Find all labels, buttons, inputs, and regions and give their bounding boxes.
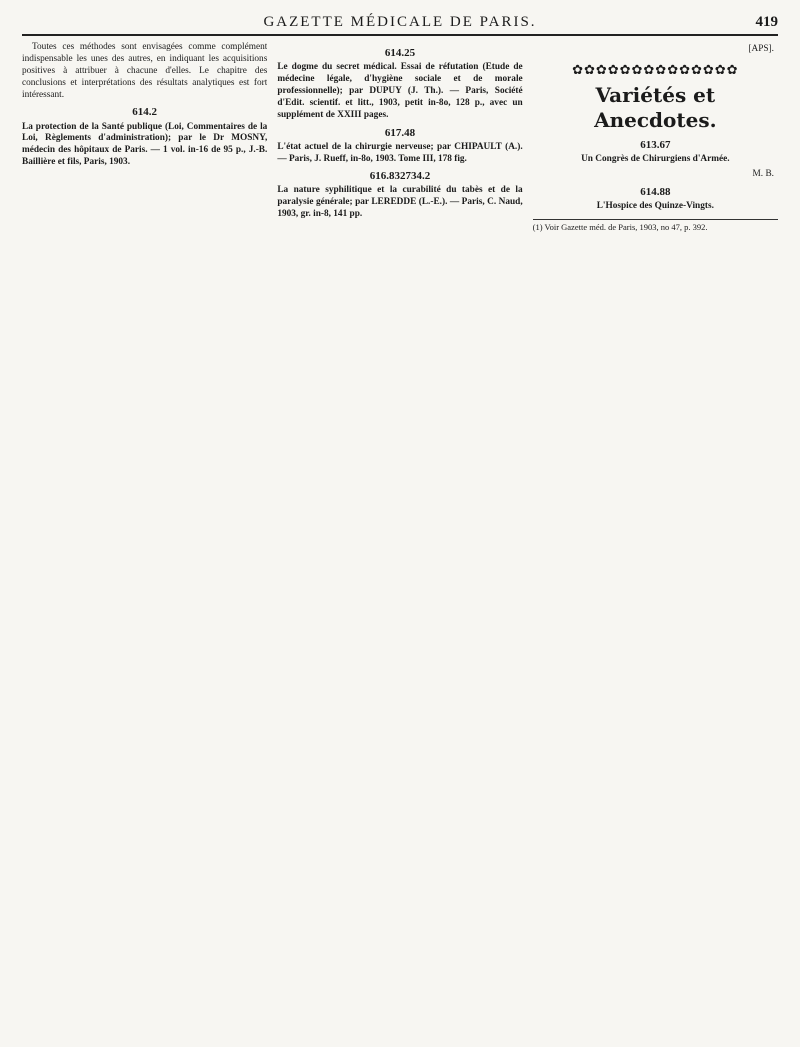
article-number: 616.832734.2 (369, 170, 431, 183)
article-title: Un Congrès de Chirurgiens d'Armée. (581, 153, 730, 164)
page-number: 419 (755, 14, 778, 30)
signature: M. B. (752, 168, 774, 179)
article-title: La nature syphilitique et la curabilité du tabès et de la paralysie générale; par LEREDDE (L.-E.). — Paris, C. Naud, 1903, gr. in-8, 141 pp. (277, 185, 523, 220)
ornament-rule: ✿✿✿✿✿✿✿✿✿✿✿✿✿✿ (572, 61, 739, 77)
column-1 (22, 42, 267, 1042)
paragraph: Toutes ces méthodes sont envisagées comme complément indispensable les unes des autres, en indiquant les acquisitions positives à attribuer à chacune d'elles. Le chapitre des conclusions et interprétations des résultats analytiques est fort intéressant. (22, 42, 268, 100)
article-title: L'Hospice des Quinze-Vingts. (596, 200, 714, 211)
journal-title: GAZETTE MÉDICALE DE PARIS. (263, 14, 537, 30)
article-title: L'état actuel de la chirurgie nerveuse; par CHIPAULT (A.). — Paris, J. Rueff, in-8o, 1903. Tome III, 178 fig. (277, 141, 523, 164)
section-title: Variétés et Anecdotes. (594, 82, 717, 133)
article-number: 614.2 (132, 106, 158, 119)
article-number: 617.48 (384, 126, 416, 139)
running-head (22, 14, 778, 36)
article-title: La protection de la Santé publique (Loi, Commentaires de la Loi, Règlements d'administration); par le Dr MOSNY, médecin des hôpitaux de Paris. — 1 vol. in-16 de 95 p., J.-B. Baillière et fils, Paris, 1903. (22, 121, 268, 168)
columns (22, 42, 778, 1042)
column-3 (533, 42, 778, 1042)
article-number: 614.88 (640, 185, 671, 198)
article-number: 614.25 (384, 47, 416, 59)
article-number: 613.67 (640, 138, 671, 151)
signature: [APS]. (748, 44, 774, 54)
column-2 (277, 42, 522, 1042)
footnote: (1) Voir Gazette méd. de Paris, 1903, no 47, p. 392. (533, 219, 778, 233)
article-title: Le dogme du secret médical. Essai de réfutation (Etude de médecine légale, d'hygiène sociale et de morale professionnelle); par DUPUY (J. Th.). — Paris, Société d'Edit. scientif. et litt., 1903, petit in-8o, 128 p., avec un supplément de XXIII pages. (277, 62, 523, 120)
